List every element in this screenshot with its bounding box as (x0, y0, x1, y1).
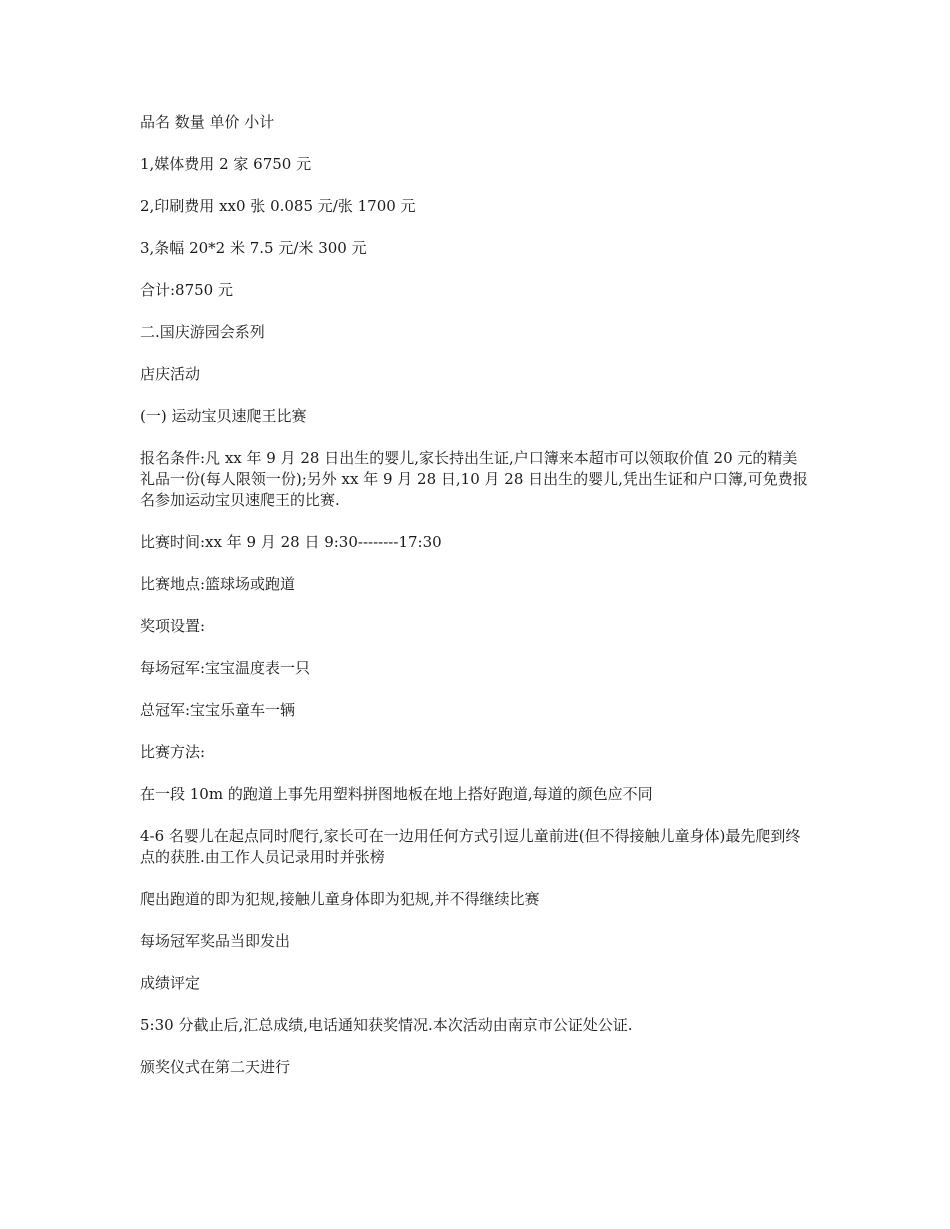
scoring-heading: 成绩评定 (140, 974, 201, 992)
event-title: (一) 运动宝贝速爬王比赛 (140, 407, 307, 425)
cost-item-media: 1,媒体费用 2 家 6750 元 (140, 155, 312, 173)
document-page (140, 112, 812, 1099)
scoring-details: 5:30 分截止后,汇总成绩,电话通知获奖情况.本次活动由南京市公证处公证. (140, 1016, 633, 1034)
cost-total: 合计:8750 元 (140, 281, 233, 299)
event-time: 比赛时间:xx 年 9 月 28 日 9:30--------17:30 (140, 533, 442, 551)
ceremony-note: 颁奖仪式在第二天进行 (140, 1058, 291, 1076)
award-per-round: 每场冠军:宝宝温度表一只 (140, 659, 311, 677)
event-location: 比赛地点:篮球场或跑道 (140, 575, 296, 593)
awards-heading: 奖项设置: (140, 617, 206, 635)
registration-conditions: 报名条件:凡 xx 年 9 月 28 日出生的婴儿,家长持出生证,户口簿来本超市可以领取价值 20 元的精美礼品一份(每人限领一份);另外 xx 年 9 月 28 日,10 月 28 日出生的婴儿,凭出生证和户口簿,可免费报名参加运动宝贝速爬王的比赛. (140, 449, 808, 509)
section-heading: 二.国庆游园会系列 (140, 323, 265, 341)
method-crawl: 4-6 名婴儿在起点同时爬行,家长可在一边用任何方式引逗儿童前进(但不得接触儿童身体)最先爬到终点的获胜.由工作人员记录用时并张榜 (140, 827, 801, 866)
method-prize-issue: 每场冠军奖品当即发出 (140, 932, 291, 950)
cost-item-banner: 3,条幅 20*2 米 7.5 元/米 300 元 (140, 239, 367, 257)
cost-item-printing: 2,印刷费用 xx0 张 0.085 元/张 1700 元 (140, 197, 416, 215)
award-overall: 总冠军:宝宝乐童车一辆 (140, 701, 296, 719)
method-track: 在一段 10m 的跑道上事先用塑料拼图地板在地上搭好跑道,每道的颜色应不同 (140, 785, 653, 803)
method-heading: 比赛方法: (140, 743, 206, 761)
method-fouls: 爬出跑道的即为犯规,接触儿童身体即为犯规,并不得继续比赛 (140, 890, 540, 908)
subsection-heading: 店庆活动 (140, 365, 201, 383)
table-header-line: 品名 数量 单价 小计 (140, 113, 275, 131)
